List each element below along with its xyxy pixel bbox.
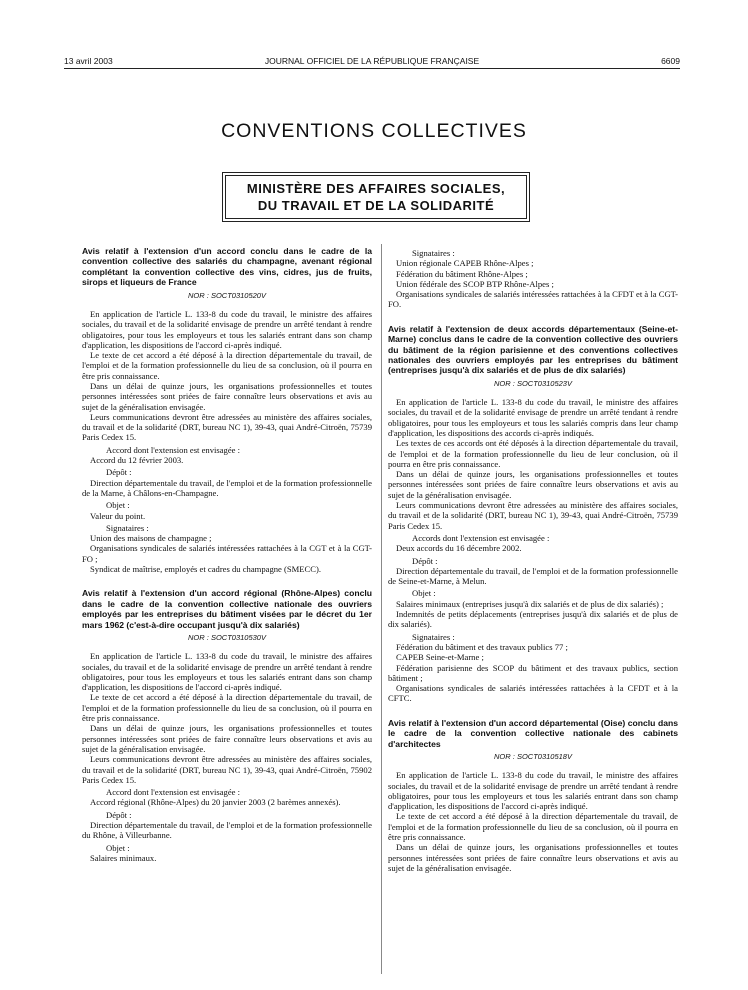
header-journal-title: JOURNAL OFFICIEL DE LA RÉPUBLIQUE FRANÇAISE xyxy=(264,56,480,66)
avis-champagne xyxy=(82,246,372,574)
paragraph: Leurs communications devront être adressées au ministère des affaires sociales, du travail et de la solidarité (DRT, bureau NC 1), 39-43, quai André-Citroën, 75739 Paris Cedex 15. xyxy=(388,500,678,531)
nor-code: SOCT0310520V xyxy=(210,290,266,300)
paragraph: Dans un délai de quinze jours, les organisations professionnelles et toutes personnes intéressées sont priées de faire connaître leurs observations et avis au sujet de la généralisation envisagée. xyxy=(388,469,678,500)
signataire-item: Organisations syndicales de salariés intéressées rattachées à la CGT et à la CGT-FO ; xyxy=(82,543,372,564)
subheading-signataires: Signataires : xyxy=(412,248,455,258)
nor-code: SOCT0310530V xyxy=(210,632,266,642)
paragraph: Le texte de cet accord a été déposé à la direction départementale du travail, de l'emploi et de la formation professionnelle du lieu de sa conclusion, où il pourra en être pris connaissance. xyxy=(82,692,372,724)
paragraph: En application de l'article L. 133-8 du code du travail, le ministre des affaires sociales, du travail et de la solidarité envisage de prendre un arrêté tendant à rendre obligatoires, pour tous les employeurs et tous les salariés entrant dans son champ d'application, les dispositions de l'accord ci-après indiqué. xyxy=(388,770,678,812)
subheading-depot: Dépôt : xyxy=(106,809,132,820)
signataire-item: Union régionale CAPEB Rhône-Alpes ; xyxy=(396,258,534,269)
signataire-item: Union des maisons de champagne ; xyxy=(90,533,212,544)
ministry-box-inner xyxy=(225,175,527,219)
nor-reference xyxy=(82,291,372,301)
paragraph: En application de l'article L. 133-8 du code du travail, le ministre des affaires sociales, du travail et de la solidarité envisage de prendre un arrêté tendant à rendre obligatoires, pour tous les employeurs et tous les salariés compris dans leur champ d'application, les dispositions des accords ci-après indiqués. xyxy=(388,397,678,438)
nor-reference xyxy=(388,379,678,389)
paragraph: Leurs communications devront être adressées au ministère des affaires sociales, du travail et de la solidarité (DRT, bureau NC 1), 39-43, quai André-Citroën, 75739 Paris Cedex 15. xyxy=(82,411,372,443)
subheading-signataires: Signataires : xyxy=(106,522,149,533)
nor-reference xyxy=(82,633,372,643)
avis-batiment-rhone-alpes-continued xyxy=(388,248,678,310)
subheading-depot: Dépôt : xyxy=(106,467,132,478)
signataire-item: Organisations syndicales de salariés intéressées rattachées à la CFDT et à la CGT-FO. xyxy=(388,289,678,310)
nor-reference xyxy=(388,752,678,762)
signataire-item: Organisations syndicales de salariés intéressées rattachées à la CFDT et à la CFTC. xyxy=(388,683,678,704)
paragraph: Dans un délai de quinze jours, les organisations professionnelles et toutes personnes intéressées sont priées de faire connaître leurs observations et avis au sujet de la généralisation envisagée. xyxy=(82,723,372,754)
accord-text: Accord du 12 février 2003. xyxy=(90,455,184,466)
objet-item: Indemnités de petits déplacements (entreprises jusqu'à dix salariés et de plus de dix salariés). xyxy=(388,609,678,630)
avis-title: Avis relatif à l'extension d'un accord conclu dans le cadre de la convention collective des salariés du champagne, avenant régional complétant la convention collective des vins, cidres, jus de fruits, sirops et liqueurs de France xyxy=(82,246,372,288)
depot-text: Direction départementale du travail, de l'emploi et de la formation professionnelle du Rhône, à Villeurbanne. xyxy=(82,820,372,841)
subheading-objet: Objet : xyxy=(106,842,130,853)
paragraph: Le texte de cet accord a été déposé à la direction départementale du travail, de l'emploi et de la formation professionnelle du lieu de sa conclusion, où il pourra en être pris connaissance. xyxy=(388,811,678,843)
paragraph: En application de l'article L. 133-8 du code du travail, le ministre des affaires sociales, du travail et de la solidarité envisage de prendre un arrêté tendant à rendre obligatoires, pour tous les employeurs et tous les salariés entrant dans son champ d'application, les dispositions de l'accord ci-après indiqué. xyxy=(82,651,372,693)
signataire-item: Fédération du bâtiment et des travaux publics 77 ; xyxy=(396,641,568,652)
ministry-box xyxy=(222,172,530,222)
signataire-item: Union fédérale des SCOP BTP Rhône-Alpes ; xyxy=(396,278,554,289)
avis-seine-et-marne xyxy=(388,324,678,704)
nor-label: NOR : xyxy=(494,378,515,388)
depot-text: Direction départementale du travail, de l'emploi et de la formation professionnelle de la Marne, à Châlons-en-Champagne. xyxy=(82,477,372,498)
header-date: 13 avril 2003 xyxy=(64,56,113,66)
signataire-item: Fédération parisienne des SCOP du bâtiment et des travaux publics, section bâtiment ; xyxy=(388,662,678,683)
right-column xyxy=(388,246,678,873)
paragraph: Le texte de cet accord a été déposé à la direction départementale du travail, de l'emploi et de la formation professionnelle du lieu de sa conclusion, où il pourra en être pris connaissance. xyxy=(82,350,372,381)
ministry-line-2: DU TRAVAIL ET DE LA SOLIDARITÉ xyxy=(257,198,495,213)
avis-title: Avis relatif à l'extension de deux accords départementaux (Seine-et-Marne) conclus dans le cadre de la convention collective des ouvriers du bâtiment de la région parisienne et des conventions collectives nationales des ouvriers employés par les entreprises du bâtiment (entreprises jusqu'à dix salariés et de plus de dix salariés) xyxy=(388,323,678,376)
accord-text: Deux accords du 16 décembre 2002. xyxy=(396,543,522,554)
subheading-signataires: Signataires : xyxy=(412,631,455,642)
objet-item: Salaires minimaux (entreprises jusqu'à dix salariés et de plus de dix salariés) ; xyxy=(396,598,664,609)
nor-code: SOCT0310518V xyxy=(516,751,572,761)
subheading-accord: Accords dont l'extension est envisagée : xyxy=(412,532,550,543)
subheading-accord: Accord dont l'extension est envisagée : xyxy=(106,444,240,455)
signataire-item: Fédération du bâtiment Rhône-Alpes ; xyxy=(396,268,528,279)
paragraph: Dans un délai de quinze jours, les organisations professionnelles et toutes personnes intéressées sont priées de faire connaître leurs observations et avis au sujet de la généralisation envisagée. xyxy=(82,381,372,412)
signataire-item: Syndicat de maîtrise, employés et cadres du champagne (SMECC). xyxy=(90,564,322,575)
nor-label: NOR : xyxy=(188,290,209,300)
objet-text: Valeur du point. xyxy=(90,510,146,521)
nor-code: SOCT0310523V xyxy=(516,378,572,388)
avis-title: Avis relatif à l'extension d'un accord départemental (Oise) conclu dans le cadre de la convention collective nationale des cabinets d'architectes xyxy=(388,717,678,749)
avis-batiment-rhone-alpes xyxy=(82,588,372,863)
header-page-number: 6609 xyxy=(661,56,680,66)
signataire-item: CAPEB Seine-et-Marne ; xyxy=(396,652,484,663)
subheading-objet: Objet : xyxy=(106,500,130,511)
paragraph: Leurs communications devront être adressées au ministère des affaires sociales, du travail et de la solidarité (DRT, bureau NC 1), 39-43, quai André-Citroën, 75902 Paris Cedex 15. xyxy=(82,754,372,785)
avis-oise-architectes xyxy=(388,718,678,873)
depot-text: Direction départementale du travail, de l'emploi et de la formation professionnelle de Seine-et-Marne, à Melun. xyxy=(388,565,678,587)
nor-label: NOR : xyxy=(188,632,209,642)
avis-title: Avis relatif à l'extension d'un accord régional (Rhône-Alpes) conclu dans le cadre de la convention collective nationale des ouvriers employés par les entreprises du bâtiment visées par le décret du 1er mars 1962 (c'est-à-dire occupant jusqu'à dix salariés) xyxy=(82,588,372,630)
accord-text: Accord régional (Rhône-Alpes) du 20 janvier 2003 (2 barèmes annexés). xyxy=(90,797,341,808)
paragraph: Les textes de ces accords ont été déposés à la direction départementale du travail, de l'emploi et de la formation professionnelle du lieu de leur conclusion, où il pourra en être pris connaissance. xyxy=(388,438,678,469)
ministry-line-1: MINISTÈRE DES AFFAIRES SOCIALES, xyxy=(246,181,506,196)
page-title: CONVENTIONS COLLECTIVES xyxy=(221,120,527,142)
paragraph: Dans un délai de quinze jours, les organisations professionnelles et toutes personnes intéressées sont priées de faire connaître leurs observations et avis au sujet de la généralisation envisagée. xyxy=(388,842,678,873)
objet-text: Salaires minimaux. xyxy=(90,852,157,863)
paragraph: En application de l'article L. 133-8 du code du travail, le ministre des affaires sociales, du travail et de la solidarité envisage de prendre un arrêté tendant à rendre obligatoires, pour tous les employeurs et tous les salariés entrant dans son champ d'application, les dispositions de l'accord ci-après indiqué. xyxy=(82,308,372,350)
subheading-accord: Accord dont l'extension est envisagée : xyxy=(106,787,240,798)
column-divider xyxy=(381,244,382,974)
left-column xyxy=(82,246,372,863)
subheading-objet: Objet : xyxy=(412,588,436,599)
subheading-depot: Dépôt : xyxy=(412,555,438,566)
header-rule xyxy=(64,68,680,69)
nor-label: NOR : xyxy=(494,751,515,761)
